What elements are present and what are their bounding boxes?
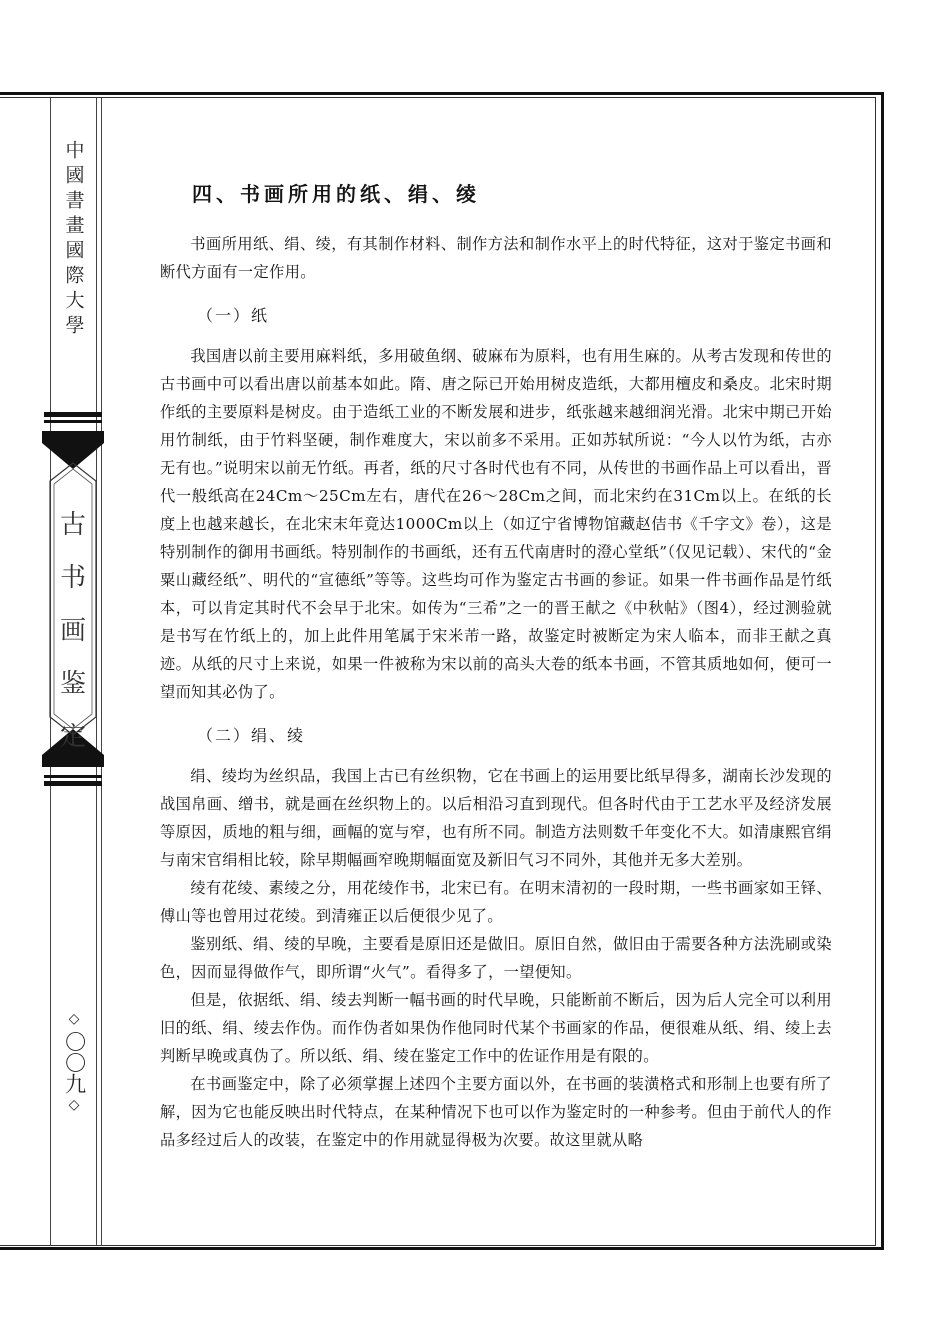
diamond-icon: ◇ <box>68 1096 80 1113</box>
book-title-char: 鉴 <box>59 669 86 699</box>
section-title: 四、书画所用的纸、绢、绫 <box>192 182 480 206</box>
book-title-char: 古 <box>59 510 86 540</box>
sub-heading-paper: （一）纸 <box>197 306 270 325</box>
page-number <box>60 1010 88 1115</box>
paragraph: 在书画鉴定中，除了必须掌握上述四个主要方面以外，在书画的装潢格式和形制上也要有所了解，因为它也能反映出时代特点，在某种情况下也可以作为鉴定时的一种参考。但由于前代人的作品多经过后人的改装，在鉴定中的作用就显得极为次要。故这里就从略 <box>160 1075 832 1149</box>
paragraph: 绢、绫均为丝织品，我国上古已有丝织物，它在书画上的运用要比纸早得多，湖南长沙发现的战国帛画、缯书，就是画在丝织物上的。以后相沿习直到现代。但各时代由于工艺水平及经济发展等原因，质地的粗与细，画幅的宽与窄，也有所不同。制造方法则数千年变化不大。如清康熙官绢与南宋官绢相比较，除早期幅画窄晚期幅面宽及新旧气习不同外，其他并无多大差别。 <box>160 767 832 869</box>
page-content <box>160 180 832 1154</box>
title-cartouche <box>38 429 108 769</box>
paragraph: 绫有花绫、素绫之分，用花绫作书，北宋已有。在明末清初的一段时期，一些书画家如王铎、傅山等也曾用过花绫。到清雍正以后便很少见了。 <box>160 879 832 925</box>
paragraph: 我国唐以前主要用麻料纸，多用破鱼纲、破麻布为原料，也有用生麻的。从考古发现和传世的古书画中可以看出唐以前基本如此。隋、唐之际已开始用树皮造纸，大都用檀皮和桑皮。北宋时期作纸的主要原料是树皮。由于造纸工业的不断发展和进步，纸张越来越细润光滑。北宋中期已开始用竹制纸，由于竹料坚硬，制作难度大，宋以前多不采用。正如苏轼所说：“今人以竹为纸，古亦无有也。”说明宋以前无竹纸。再者，纸的尺寸各时代也有不同，从传世的书画作品上可以看出，晋代一般纸高在24Cm～25Cm左右，唐代在26～28Cm之间，而北宋约在31Cm以上。在纸的长度上也越来越长，在北宋末年竟达1000Cm以上（如辽宁省博物馆藏赵佶书《千字文》卷），这是特别制作的御用书画纸。特别制作的书画纸，还有五代南唐时的澄心堂纸”（仅见记载）、宋代的“金粟山藏经纸”、明代的“宣德纸”等等。这些均可作为鉴定古书画的参证。如果一件书画作品是竹纸本，可以肯定其时代不会早于北宋。如传为“三希”之一的晋王献之《中秋帖》（图4），经过测验就是书写在竹纸上的，加上此件用笔属于宋米芾一路，故鉴定时被断定为宋人临本，而非王献之真迹。从纸的尺寸上来说，如果一件被称为宋以前的高头大卷的纸本书画，不管其质地如何，便可一望而知其必伪了。 <box>160 347 832 701</box>
intro-paragraph: 书画所用纸、绢、绫，有其制作材料、制作方法和制作水平上的时代特征，这对于鉴定书画和断代方面有一定作用。 <box>160 235 832 281</box>
spine-ornament-bottom <box>43 775 103 786</box>
book-title-char: 定 <box>59 722 86 752</box>
school-name: 中國書畫國際大學 <box>62 140 85 340</box>
book-spine <box>50 140 96 786</box>
book-title-char: 画 <box>59 616 86 646</box>
sub-heading-silk: （二）绢、绫 <box>197 726 306 745</box>
spine-ornament-top <box>43 412 103 423</box>
diamond-icon: ◇ <box>68 1011 80 1027</box>
paragraph: 鉴别纸、绢、绫的早晚，主要看是原旧还是做旧。原旧自然，做旧由于需要各种方法洗刷或染色，因而显得做作气，即所谓“火气”。看得多了，一望便知。 <box>160 935 832 981</box>
book-title-char: 书 <box>59 563 86 593</box>
page-number-value: 〇〇九 <box>62 1030 87 1094</box>
book-title <box>38 499 108 764</box>
paragraph: 但是，依据纸、绢、绫去判断一幅书画的时代早晚，只能断前不断后，因为后人完全可以利用旧的纸、绢、绫去作伪。而作伪者如果伪作他同时代某个书画家的作品，便很难从纸、绢、绫上去判断早晚或真伪了。所以纸、绢、绫在鉴定工作中的佐证作用是有限的。 <box>160 991 832 1065</box>
